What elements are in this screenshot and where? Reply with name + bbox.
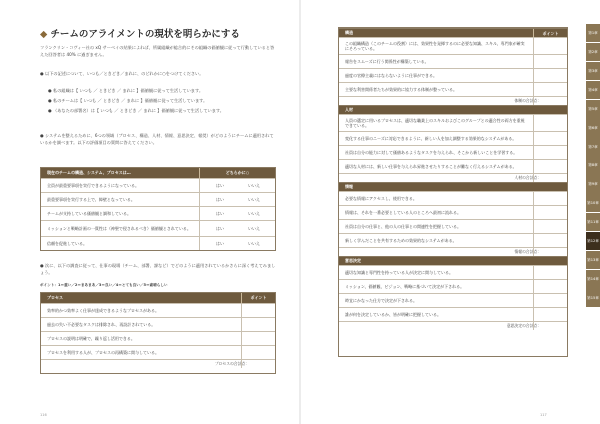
yes-option[interactable]: はい <box>216 210 224 216</box>
points-legend: ポイント：1＝重い／2＝まあまあ／3＝良い／4＝とても良い／5＝素晴らしい <box>40 283 168 287</box>
table-row: チームが支持している価値観と調和している。 はい いいえ <box>41 206 275 220</box>
points-cell[interactable] <box>533 192 567 205</box>
points-cell[interactable] <box>533 294 567 307</box>
table-row: 情報は、それを一番必要としている人のところへ最初に流れる。 <box>339 205 567 219</box>
chapter-tab[interactable]: 第1章 <box>586 24 600 42</box>
chapter-tab[interactable]: 第12章 <box>586 232 600 250</box>
points-cell[interactable] <box>533 280 567 293</box>
decision-total: 意思決定の合計点： <box>339 321 567 330</box>
no-option[interactable]: いいえ <box>248 225 260 231</box>
process-total: プロセスの合計点： <box>41 359 275 368</box>
structure-header: 構造 ポイント <box>339 28 567 37</box>
table-row: 過去の失い不必要なタスクは排除され、再設計されている。 <box>41 317 275 331</box>
points-cell[interactable] <box>533 234 567 247</box>
points-cell[interactable] <box>533 160 567 173</box>
diamond-icon: ◆ <box>40 29 48 40</box>
table-row: 誰が何を決定しているか、皆が明確に把握している。 <box>339 307 567 321</box>
points-cell[interactable] <box>533 38 567 54</box>
right-page <box>300 0 600 424</box>
table-row: この組織構造（このチームの役割）には、効果性を発揮するのに必要な知識、スキル、専門家が確実にそろっている。 <box>339 37 567 54</box>
people-total: 人材の合計点： <box>339 173 567 182</box>
table-row: 最重要事項を実行する上で、障壁となっている。 はい いいえ <box>41 192 275 206</box>
chapter-tab[interactable]: 第13章 <box>586 251 600 269</box>
total-cell[interactable] <box>533 248 567 256</box>
chapter-tab[interactable]: 第4章 <box>586 81 600 99</box>
points-cell[interactable] <box>241 318 275 331</box>
table-header: 現在のチームの構造、システム、プロセスは… どちらかに○ <box>41 168 275 178</box>
table-row: 適切な人材には、新しい仕事を与えられ昇進させたりすることが難なく行えるシステムがある。 <box>339 159 567 173</box>
question-item-1: ● 私の組織は【 いつも ／ ときどき ／ まれに 】価値観に従って生活しています。 <box>48 88 204 93</box>
total-cell[interactable] <box>241 360 275 368</box>
table-row: 新しく学んだことを共有するための効果的なシステムがある。 <box>339 233 567 247</box>
table-row: 信頼を促進している。 はい いいえ <box>41 236 275 250</box>
points-cell[interactable] <box>241 304 275 317</box>
table-row: 時宜にかなった仕方で決定が下される。 <box>339 293 567 307</box>
info-total: 情報の合計点： <box>339 247 567 256</box>
chapter-tab[interactable]: 第5章 <box>586 100 600 118</box>
chapter-tab[interactable]: 第15章 <box>586 288 600 306</box>
points-cell[interactable] <box>533 132 567 145</box>
system-question: ● システムを整えるために、6つの領域（プロセス、構造、人材、情報、意思決定、報奨）がどのようにチームに適用されているかを調べます。以下の評価項目の質問に答えてください。 <box>40 133 274 145</box>
yes-option[interactable]: はい <box>216 182 224 188</box>
table-row: プロセスを利用する人が、プロセスの再構築に関与している。 <box>41 345 275 359</box>
chapter-tab[interactable]: 第3章 <box>586 62 600 80</box>
decision-header: 意思決定 <box>339 256 567 265</box>
points-cell[interactable] <box>533 146 567 159</box>
chapter-tab[interactable]: 第2章 <box>586 43 600 61</box>
points-cell[interactable] <box>533 115 567 131</box>
no-option[interactable]: いいえ <box>248 196 260 202</box>
chapter-tab[interactable]: 第7章 <box>586 137 600 155</box>
chapter-tab[interactable]: 第14章 <box>586 270 600 288</box>
chapter-tab[interactable]: 第8章 <box>586 156 600 174</box>
points-cell[interactable] <box>241 346 275 359</box>
page-number-left: 116 <box>40 413 47 417</box>
points-cell[interactable] <box>533 55 567 68</box>
table-row: 適切な知識と専門性を持っている人が決定に関与している。 <box>339 265 567 279</box>
table-row: 社員は自分の能力に対して価値あるようなタスクを与えられ、そこから新しいことを学習する。 <box>339 145 567 159</box>
table-row: 効率的かつ効率よく仕事が達成できるようなプロセスがある。 <box>41 303 275 317</box>
intro-paragraph: フランクリン・コヴィー社の xQ サーベイの結果によれば、所属組織が総合的にその組織の価値観に従って行動していると答えた回答者は 40% に過ぎません。 <box>40 45 275 57</box>
points-cell[interactable] <box>533 308 567 321</box>
points-cell[interactable] <box>533 220 567 233</box>
chapter-tab[interactable]: 第6章 <box>586 118 600 136</box>
points-cell[interactable] <box>533 266 567 279</box>
table-row: 主要な利害関係者たちが効果的に協力する体制が整っている。 <box>339 82 567 96</box>
structure-total: 体制の合計点： <box>339 96 567 105</box>
people-header: 人材 <box>339 105 567 114</box>
points-cell[interactable] <box>533 206 567 219</box>
no-option[interactable]: いいえ <box>248 240 260 246</box>
table-row: 変化する仕事のニーズに対応できるように、新しい人を加え調整する効果的なシステムがある。 <box>339 131 567 145</box>
process-table <box>40 292 276 374</box>
next-question: ● 次に、以下の調査に従って、仕事の現場（チーム、部署、課など）でどのように適用されているかさらに深く考えてみましょう。 <box>40 263 276 275</box>
no-option[interactable]: いいえ <box>248 210 260 216</box>
table-row: 人員の選定に用いるプロセスは、適切な職業上のスキルおよびこのグループとの適合性の両方を重視できている。 <box>339 114 567 131</box>
points-cell[interactable] <box>533 69 567 82</box>
chapter-tab[interactable]: 第9章 <box>586 175 600 193</box>
yes-option[interactable]: はい <box>216 225 224 231</box>
table-row: 過度の官僚主義にはならないように仕事ができる。 <box>339 68 567 82</box>
question-intro: ● 以下の記述について、いつも／ときどき／まれに、のどれかに○をつけてください。 <box>40 71 204 76</box>
info-header: 情報 <box>339 182 567 191</box>
assessment-table <box>338 27 568 357</box>
table-row: 社員は自分の仕事と、他の人の仕事との関連性を把握している。 <box>339 219 567 233</box>
points-cell[interactable] <box>241 332 275 345</box>
table-row: 報告をスムーズに行う関係性が構築している。 <box>339 54 567 68</box>
total-cell[interactable] <box>533 97 567 105</box>
no-option[interactable]: いいえ <box>248 182 260 188</box>
total-cell[interactable] <box>533 174 567 182</box>
chapter-tabs <box>586 24 600 307</box>
yes-option[interactable]: はい <box>216 196 224 202</box>
table-row: ミッション、価値観、ビジョン、戦略に基づいて決定が下される。 <box>339 279 567 293</box>
alignment-table <box>40 167 276 251</box>
process-header: プロセス ポイント <box>41 293 275 303</box>
page-title: ◆ チームのアライメントの現状を明らかにする <box>40 29 240 40</box>
table-row: ミッションと戦略計画の一貫性は（神聖で侵されるべき）価値観とされている。 はい いいえ <box>41 220 275 236</box>
table-row: 必要な情報にアクセスし、使用できる。 <box>339 191 567 205</box>
question-item-2: ● 私のチームは【 いつも ／ ときどき ／ まれに 】価値観に従って生活しています。 <box>48 98 208 103</box>
page-number-right: 117 <box>540 413 547 417</box>
chapter-tab[interactable]: 第10章 <box>586 194 600 212</box>
question-item-3: ● （あなたの部署名）は【 いつも ／ ときどき ／ まれに 】価値観に従って生活しています。 <box>48 108 224 113</box>
chapter-tab[interactable]: 第11章 <box>586 213 600 231</box>
table-row: 全員が最重要事項を実行できるようになっている。 はい いいえ <box>41 178 275 192</box>
table-row: プロセスの説明は明確で、繰り返し活用できる。 <box>41 331 275 345</box>
points-cell[interactable] <box>533 83 567 96</box>
yes-option[interactable]: はい <box>216 240 224 246</box>
total-cell[interactable] <box>533 322 567 330</box>
